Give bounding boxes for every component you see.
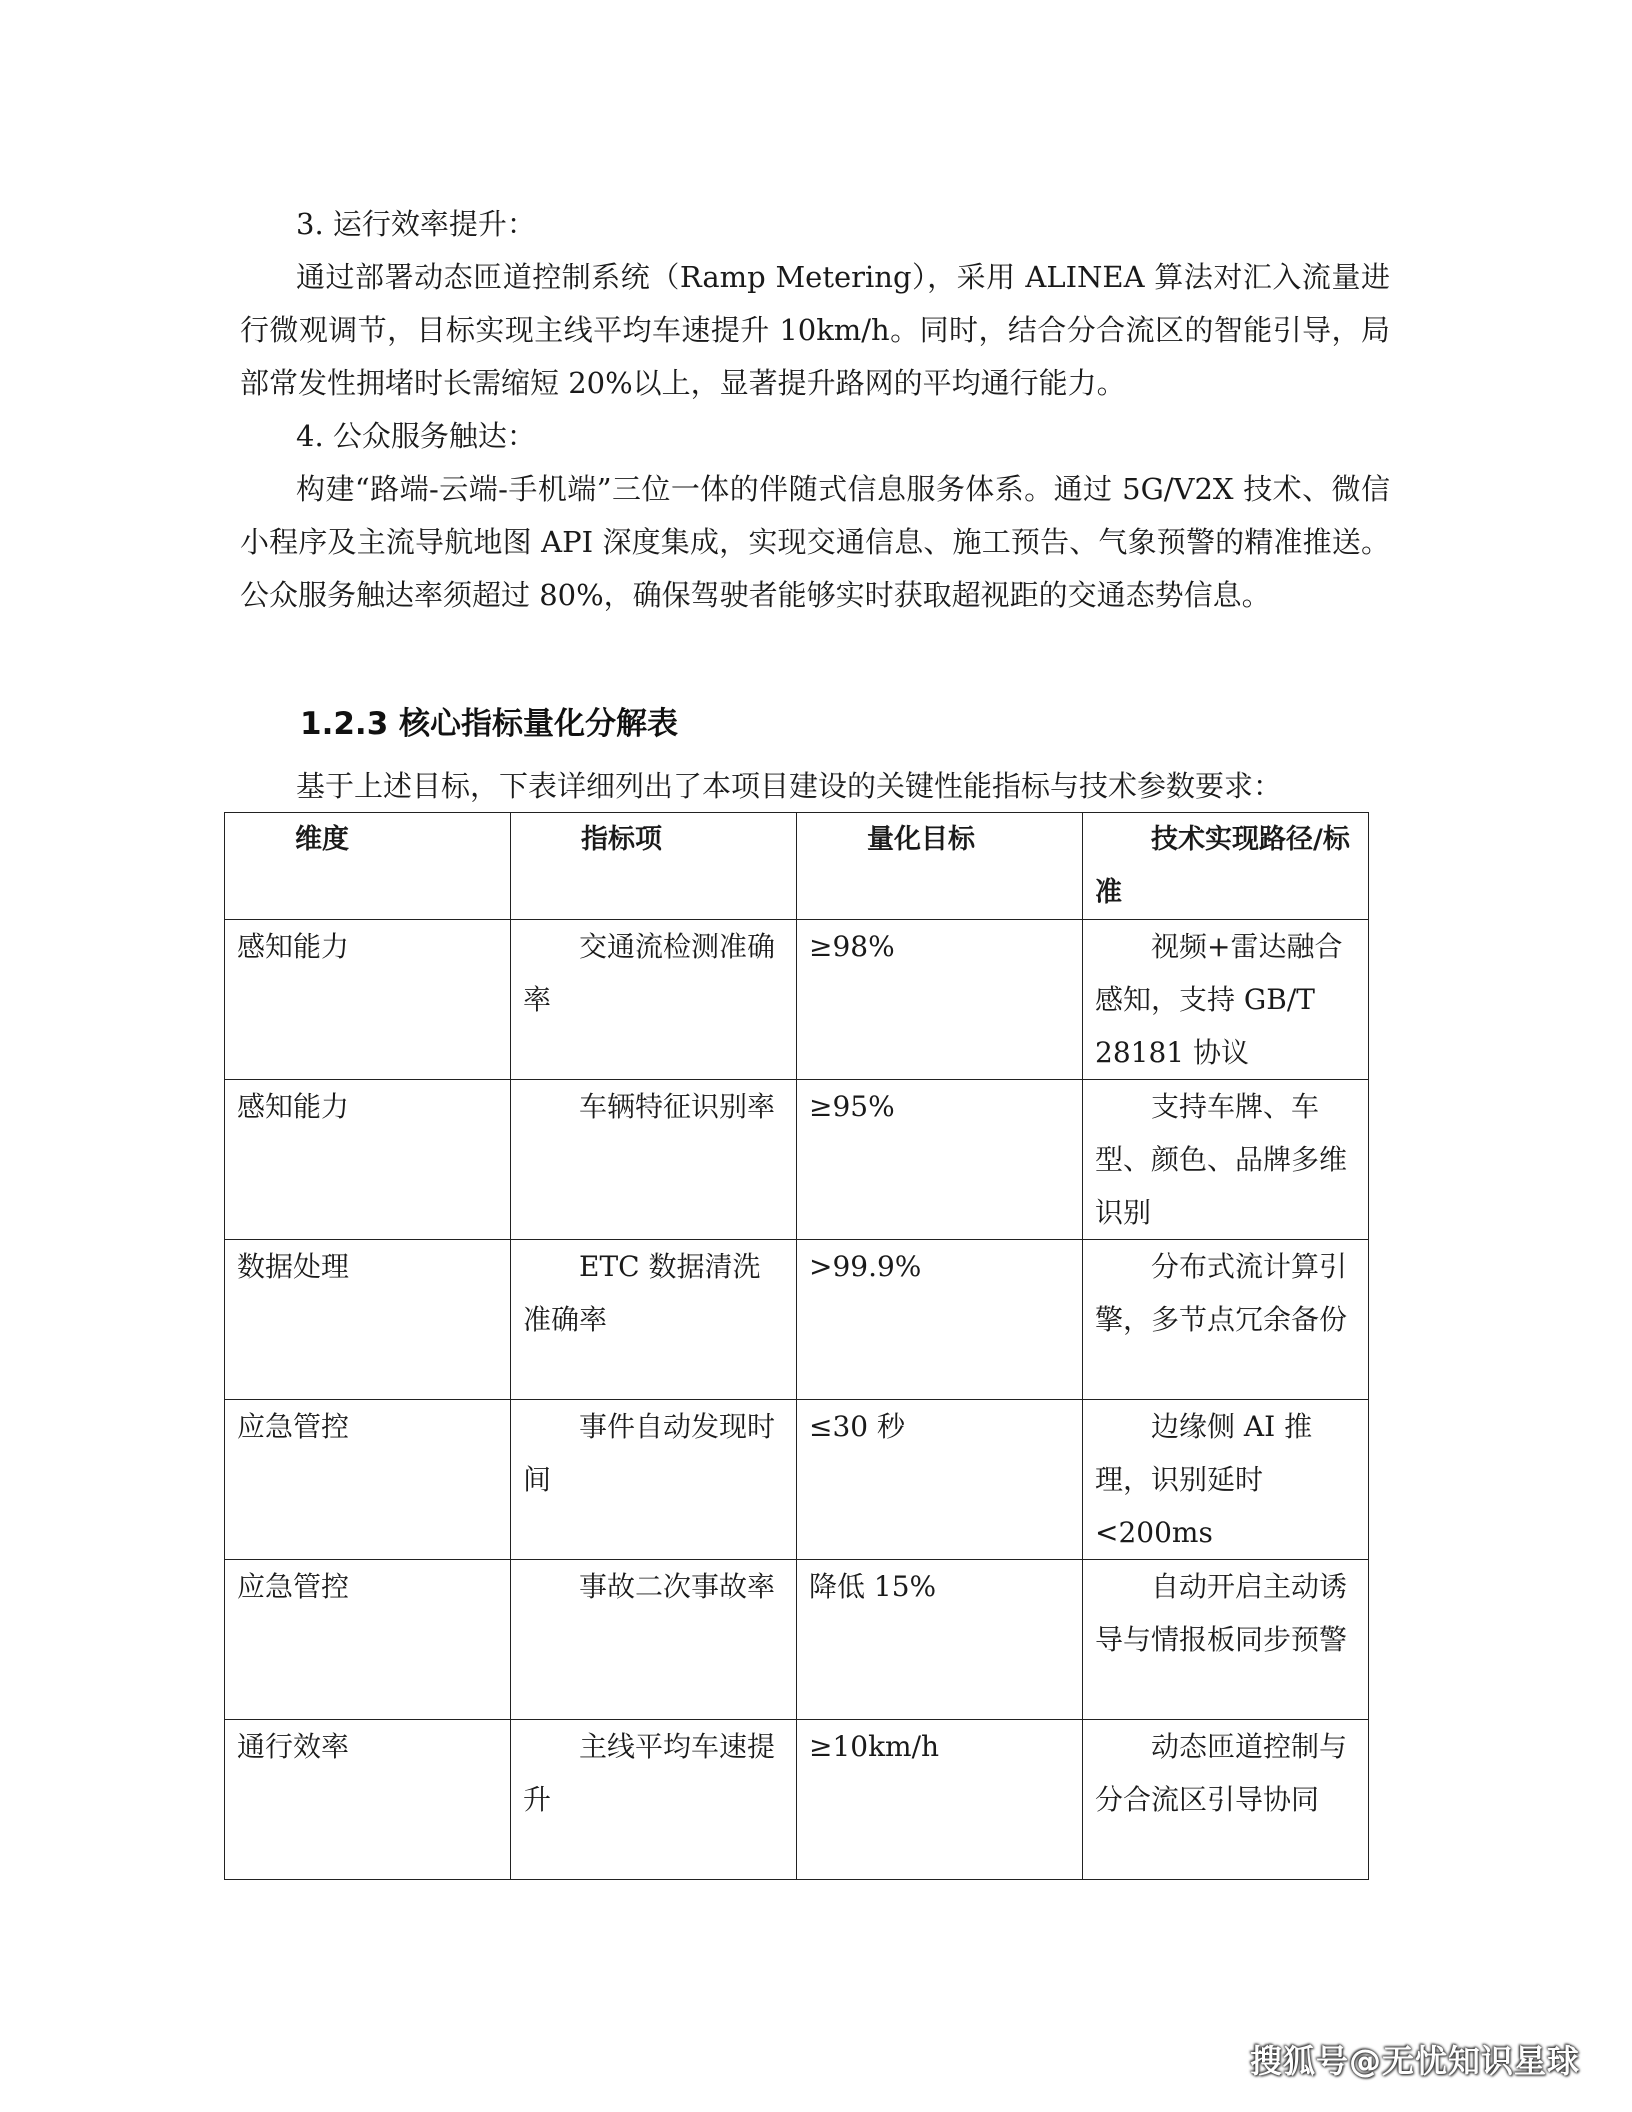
section-heading: 1.2.3 核心指标量化分解表 (300, 706, 679, 742)
table-row (225, 1560, 1369, 1720)
cell-target: >99.9% (797, 1240, 1083, 1400)
section-3-body: 通过部署动态匝道控制系统（Ramp Metering），采用 ALINEA 算法对汇入流量进行微观调节，目标实现主线平均车速提升 10km/h。同时，结合分合流区的智能引导，局部常发性拥堵时长需缩短 20%以上，显著提升路网的平均通行能力。 (240, 260, 1390, 400)
cell-dimension: 通行效率 (225, 1720, 511, 1880)
table-row (225, 1400, 1369, 1560)
cell-target: 降低 15% (797, 1560, 1083, 1720)
cell-indicator: 事件自动发现时间 (511, 1400, 797, 1560)
cell-technical-path: 视频+雷达融合感知，支持 GB/T 28181 协议 (1083, 920, 1369, 1080)
kpi-table (224, 812, 1369, 1880)
section-4-body: 构建“路端-云端-手机端”三位一体的伴随式信息服务体系。通过 5G/V2X 技术、微信小程序及主流导航地图 API 深度集成，实现交通信息、施工预告、气象预警的精准推送。公众服务触达率须超过 80%，确保驾驶者能够实时获取超视距的交通态势信息。 (240, 472, 1390, 612)
cell-dimension: 数据处理 (225, 1240, 511, 1400)
table-header-row (225, 813, 1369, 920)
header-technical-path: 技术实现路径/标准 (1083, 813, 1369, 920)
table-row (225, 1240, 1369, 1400)
table-intro: 基于上述目标，下表详细列出了本项目建设的关键性能指标与技术参数要求： (296, 769, 1283, 803)
cell-technical-path: 边缘侧 AI 推理，识别延时<200ms (1083, 1400, 1369, 1560)
cell-target: ≥98% (797, 920, 1083, 1080)
section-3-title: 3. 运行效率提升： (296, 207, 536, 241)
header-target: 量化目标 (797, 813, 1083, 920)
cell-technical-path: 支持车牌、车型、颜色、品牌多维识别 (1083, 1080, 1369, 1240)
table-row (225, 1720, 1369, 1880)
cell-indicator: 车辆特征识别率 (511, 1080, 797, 1240)
section-4-title: 4. 公众服务触达： (296, 419, 536, 453)
cell-dimension: 感知能力 (225, 920, 511, 1080)
cell-target: ≥95% (797, 1080, 1083, 1240)
cell-technical-path: 动态匝道控制与分合流区引导协同 (1083, 1720, 1369, 1880)
table-row (225, 1080, 1369, 1240)
header-dimension: 维度 (225, 813, 511, 920)
cell-target: ≥10km/h (797, 1720, 1083, 1880)
cell-technical-path: 自动开启主动诱导与情报板同步预警 (1083, 1560, 1369, 1720)
cell-indicator: ETC 数据清洗准确率 (511, 1240, 797, 1400)
watermark: 搜狐号@无忧知识星球 (1249, 2042, 1580, 2080)
table-row (225, 920, 1369, 1080)
cell-indicator: 事故二次事故率 (511, 1560, 797, 1720)
cell-dimension: 感知能力 (225, 1080, 511, 1240)
header-indicator: 指标项 (511, 813, 797, 920)
cell-indicator: 主线平均车速提升 (511, 1720, 797, 1880)
cell-dimension: 应急管控 (225, 1400, 511, 1560)
cell-technical-path: 分布式流计算引擎，多节点冗余备份 (1083, 1240, 1369, 1400)
cell-target: ≤30 秒 (797, 1400, 1083, 1560)
cell-dimension: 应急管控 (225, 1560, 511, 1720)
cell-indicator: 交通流检测准确率 (511, 920, 797, 1080)
